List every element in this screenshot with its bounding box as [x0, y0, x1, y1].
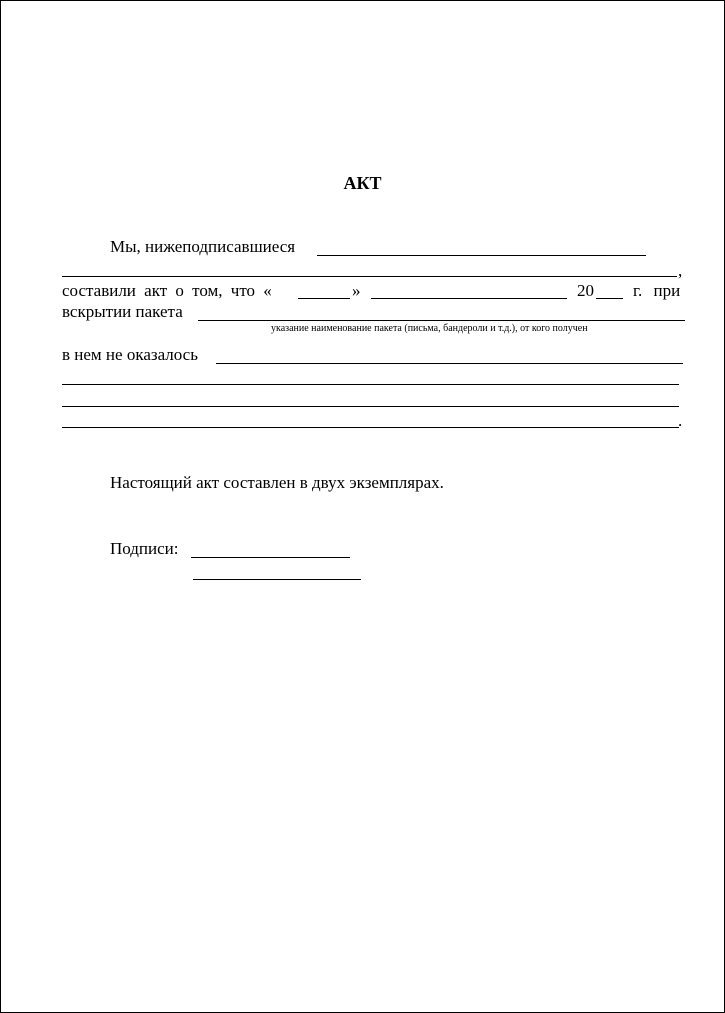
signers-blank-line — [317, 255, 646, 256]
missing-items-line-4 — [62, 427, 679, 428]
signatures-label: Подписи: — [110, 539, 179, 558]
signers-continuation-line — [62, 276, 677, 277]
missing-items-text: в нем не оказалось — [62, 345, 198, 364]
signature-line-1 — [191, 557, 350, 558]
package-opening-text: вскрытии пакета — [62, 302, 183, 321]
missing-items-line-2 — [62, 384, 679, 385]
closing-statement: Настоящий акт составлен в двух экземплярах. — [110, 473, 444, 492]
intro-text: Мы, нижеподписавшиеся — [110, 237, 296, 256]
signature-line-2 — [193, 579, 361, 580]
period-mark: . — [678, 411, 683, 430]
day-blank-line — [298, 298, 350, 299]
year-prefix: 20 — [577, 281, 594, 300]
package-blank-line — [198, 320, 685, 321]
missing-items-line-3 — [62, 406, 679, 407]
act-about-text: составили акт о том, что « — [62, 281, 272, 300]
document-title: АКТ — [343, 173, 382, 193]
quote-close-mark: » — [352, 281, 361, 300]
month-blank-line — [371, 298, 567, 299]
year-suffix-text: г. при — [633, 281, 681, 300]
missing-items-blank-line — [216, 363, 683, 364]
package-hint: указание наименование пакета (письма, бандероли и т.д.), от кого получен — [271, 323, 588, 334]
year-blank-line — [596, 298, 623, 299]
comma-mark: , — [678, 261, 683, 280]
